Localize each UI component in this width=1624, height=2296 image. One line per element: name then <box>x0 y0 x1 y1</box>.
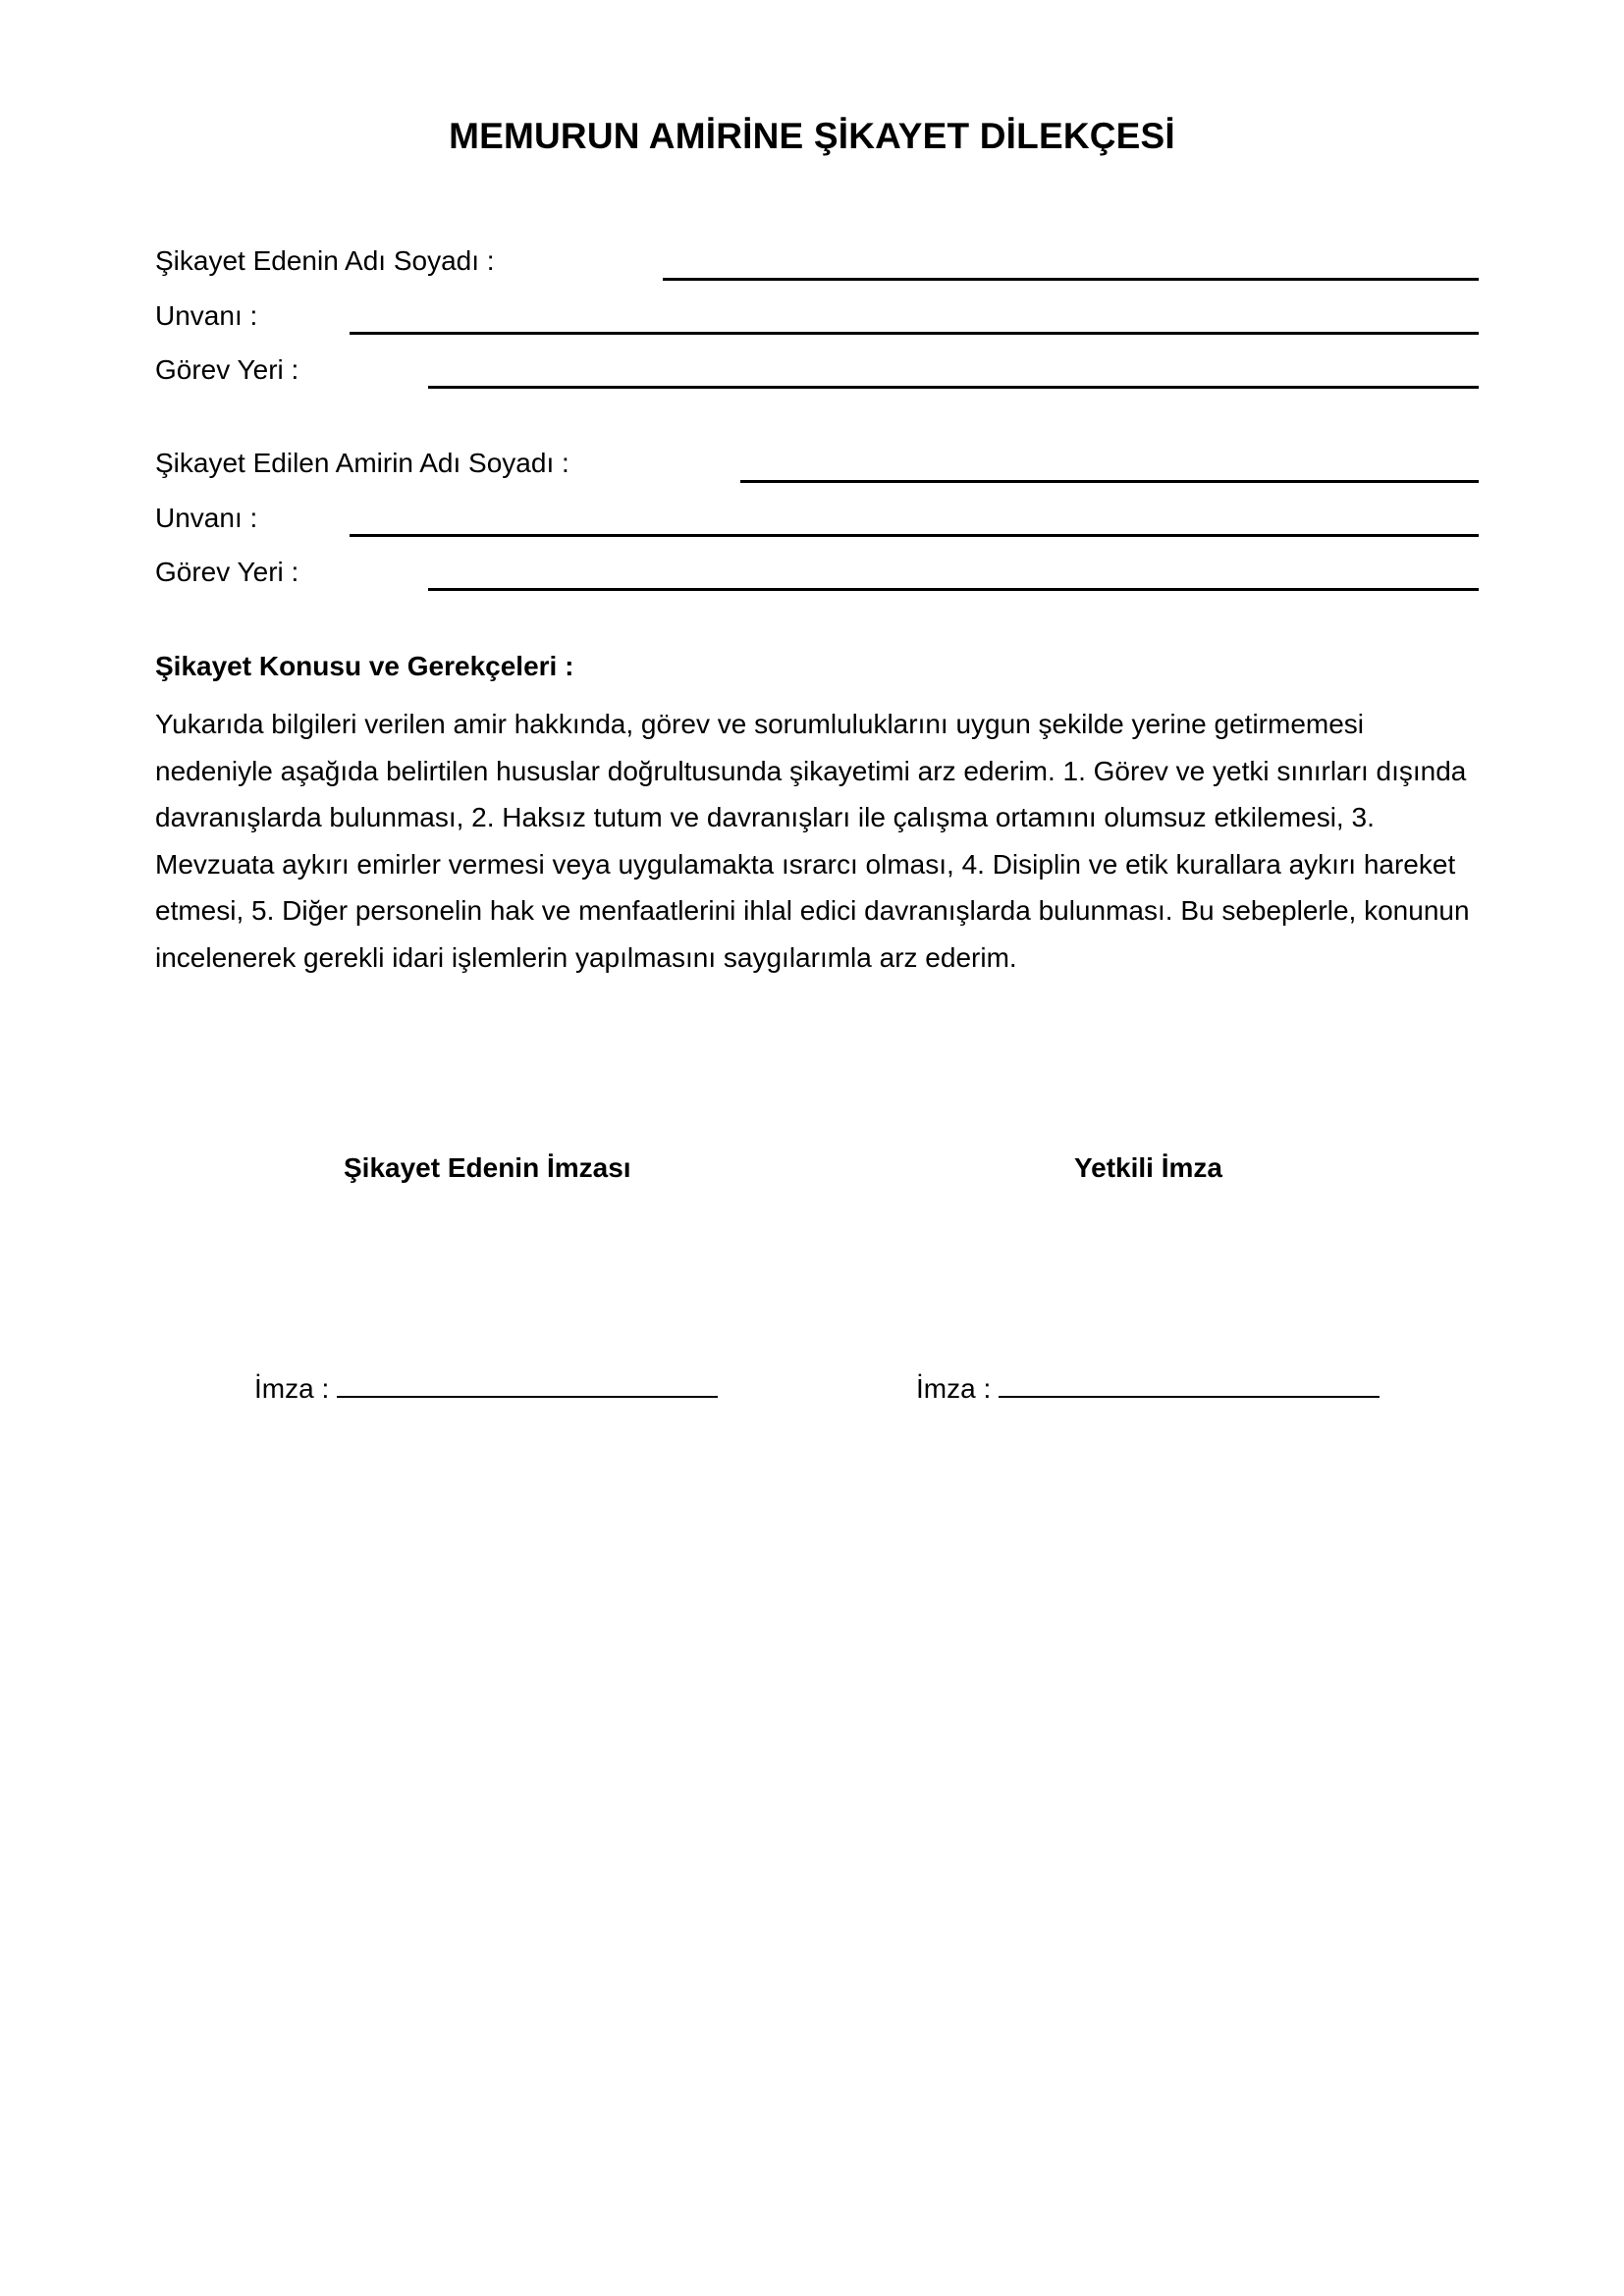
complainant-workplace-line[interactable] <box>428 386 1479 389</box>
complainant-signature-label: İmza : <box>254 1373 330 1404</box>
authorized-signature-heading: Yetkili İmza <box>1074 1152 1222 1183</box>
page-title: MEMURUN AMİRİNE ŞİKAYET DİLEKÇESİ <box>449 116 1175 156</box>
complainant-signature-heading: Şikayet Edenin İmzası <box>344 1152 631 1183</box>
respondent-title-label: Unvanı : <box>155 503 258 533</box>
complainant-signature-row <box>254 1370 718 1405</box>
respondent-name-label: Şikayet Edilen Amirin Adı Soyadı : <box>155 448 569 478</box>
complaint-text: Yukarıda bilgileri verilen amir hakkında, görev ve sorumluluklarını uygun şekilde yerine getirmemesi nedeniyle aşağıda belirtilen hususlar doğrultusunda şikayetimi arz ederim. 1. Görev ve yetki sınırları dışında davranışlarda bulunması, 2. Haksız tutum ve davranışları ile çalışma ortamını olumsuz etkilemesi, 3. Mevzuata aykırı emirler vermesi veya uygulamakta ısrarcı olması, 4. Disiplin ve etik kurallara aykırı hareket etmesi, 5. Diğer personelin hak ve menfaatlerini ihlal edici davranışlarda bulunması. Bu sebeplerle, konunun incelenerek gerekli idari işlemlerin yapılmasını saygılarımla arz ederim. <box>155 709 1470 973</box>
authorized-signature-line[interactable] <box>999 1370 1380 1398</box>
respondent-workplace-label: Görev Yeri : <box>155 557 299 587</box>
complainant-name-label: Şikayet Edenin Adı Soyadı : <box>155 245 495 276</box>
authorized-signature-row <box>916 1370 1380 1405</box>
complainant-title-line[interactable] <box>350 332 1479 335</box>
complaint-heading: Şikayet Konusu ve Gerekçeleri : <box>155 651 574 681</box>
complainant-signature-line[interactable] <box>337 1370 718 1398</box>
respondent-title-line[interactable] <box>350 534 1479 537</box>
authorized-signature-label: İmza : <box>916 1373 992 1404</box>
complainant-workplace-label: Görev Yeri : <box>155 354 299 385</box>
complainant-title-label: Unvanı : <box>155 300 258 331</box>
respondent-name-line[interactable] <box>740 480 1479 483</box>
respondent-workplace-line[interactable] <box>428 588 1479 591</box>
complainant-name-line[interactable] <box>663 278 1479 281</box>
